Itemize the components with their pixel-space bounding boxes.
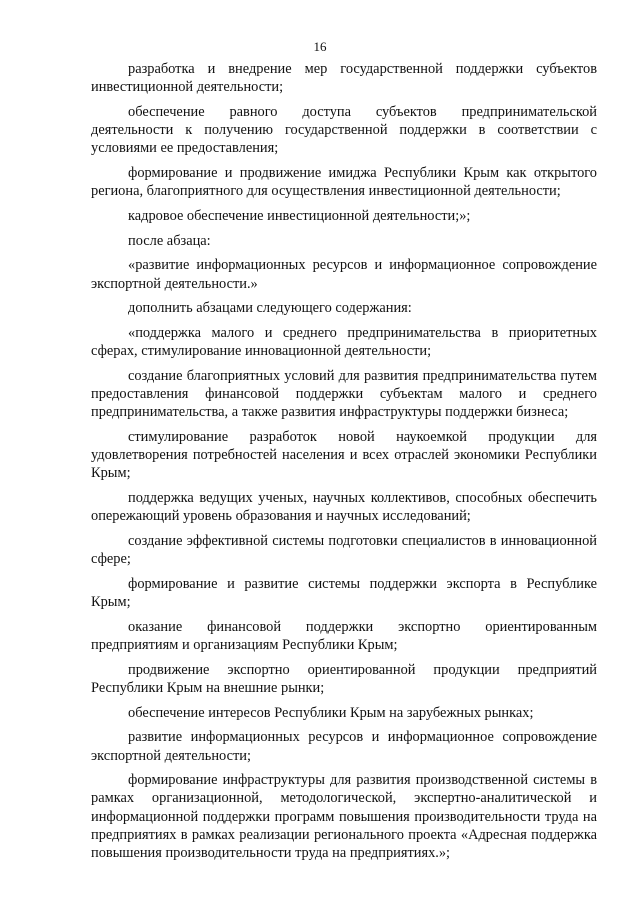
paragraph: «поддержка малого и среднего предпринимательства в приоритетных сферах, стимулирование инновационной деятельности; [91, 324, 597, 360]
paragraph: формирование и развитие системы поддержки экспорта в Республике Крым; [91, 575, 597, 611]
paragraph: разработка и внедрение мер государственной поддержки субъектов инвестиционной деятельности; [91, 61, 597, 96]
paragraph: формирование инфраструктуры для развития производственной системы в рамках организационной, методологической, экспертно-аналитической и информационной поддержки программ повышения производительности труда на предприятиях в рамках реализации регионального проекта «Адресная поддержка повышения производительности труда на предприятиях.»; [91, 772, 597, 862]
page-number: 16 [313, 39, 327, 54]
paragraph: продвижение экспортно ориентированной продукции предприятий Республики Крым на внешние рынки; [91, 661, 597, 696]
paragraph: обеспечение интересов Республики Крым на зарубежных рынках; [128, 704, 534, 721]
paragraph: создание благоприятных условий для развития предпринимательства путем предоставления финансовой поддержки субъектам малого и среднего предпринимательства, а также развития инфраструктуры поддержки бизнеса; [91, 367, 597, 421]
paragraph: кадровое обеспечение инвестиционной деятельности;»; [128, 207, 471, 224]
paragraph: создание эффективной системы подготовки специалистов в инновационной сфере; [91, 532, 597, 568]
paragraph: дополнить абзацами следующего содержания: [128, 300, 412, 317]
paragraph: поддержка ведущих ученых, научных коллективов, способных обеспечить опережающий уровень образования и научных исследований; [91, 490, 597, 525]
paragraph: оказание финансовой поддержки экспортно ориентированным предприятиям и организациям Республики Крым; [91, 618, 597, 653]
paragraph: развитие информационных ресурсов и информационное сопровождение экспортной деятельности; [91, 729, 597, 764]
paragraph: обеспечение равного доступа субъектов предпринимательской деятельности к получению государственной поддержки в соответствии с условиями ее предоставления; [91, 103, 597, 157]
paragraph: после абзаца: [128, 232, 211, 249]
paragraph: формирование и продвижение имиджа Республики Крым как открытого региона, благоприятного для осуществления инвестиционной деятельности; [91, 165, 597, 200]
body-text [91, 60, 597, 869]
paragraph: «развитие информационных ресурсов и информационное сопровождение экспортной деятельности.» [91, 257, 597, 292]
paragraph: стимулирование разработок новой наукоемкой продукции для удовлетворения потребностей населения и всех отраслей экономики Республики Крым; [91, 428, 597, 482]
